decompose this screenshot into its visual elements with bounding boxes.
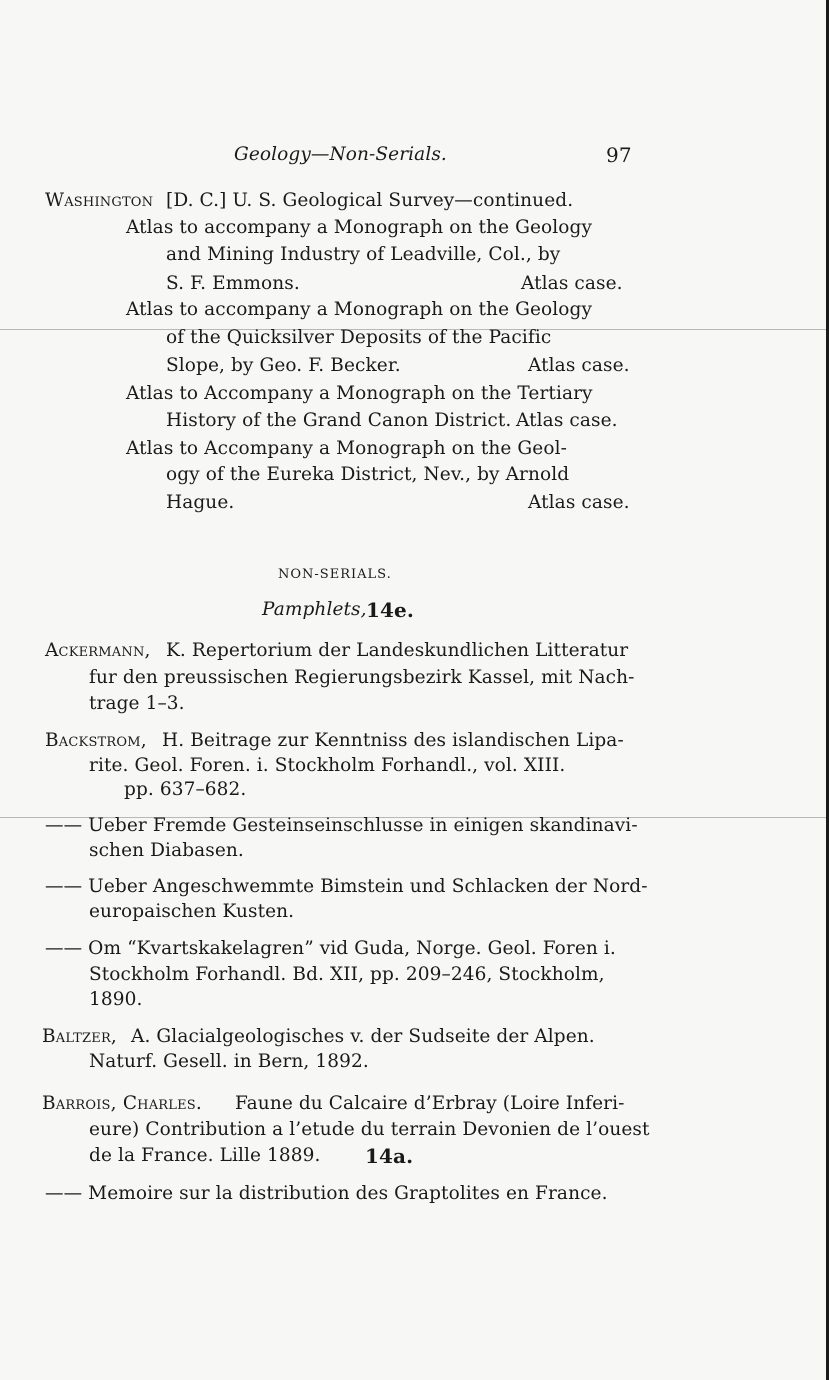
entry-text: A. Glacialgeologisches v. der Sudseite der Alpen. <box>131 1026 595 1047</box>
atlas-location: Atlas case. <box>528 355 630 376</box>
entry-text: rite. Geol. Foren. i. Stockholm Forhandl., vol. XIII. <box>89 755 566 776</box>
entry-text: ogy of the Eureka District, Nev., by Arnold <box>166 464 570 485</box>
entry-text: pp. 637–682. <box>124 779 247 800</box>
entry-text: trage 1–3. <box>89 693 185 714</box>
page-number: 97 <box>606 143 632 167</box>
entry-text: S. F. Emmons. <box>166 273 300 294</box>
entry-text: —— Memoire sur la distribution des Graptolites en France. <box>45 1183 608 1204</box>
shelf-mark: 14e. <box>366 598 414 622</box>
atlas-location: Atlas case. <box>516 410 618 431</box>
running-title: Geology—Non-Serials. <box>234 144 447 165</box>
entry-text: de la France. Lille 1889. <box>89 1145 321 1166</box>
entry-text: 1890. <box>89 989 143 1010</box>
entry-text: Atlas to Accompany a Monograph on the Tertiary <box>126 383 593 404</box>
author-name: Backstrom, <box>45 730 147 751</box>
entry-text: Atlas to Accompany a Monograph on the Geol- <box>126 438 567 459</box>
entry-text: schen Diabasen. <box>89 840 244 861</box>
section-title: NON-SERIALS. <box>278 567 392 582</box>
author-name: Ackermann, <box>45 640 151 661</box>
subheading-label: Pamphlets, <box>262 599 367 620</box>
entry-text: H. Beitrage zur Kenntniss des islandischen Lipa- <box>162 730 624 751</box>
entry-text: of the Quicksilver Deposits of the Pacific <box>166 327 552 348</box>
author-name: Barrois, Charles. <box>42 1093 202 1114</box>
entry-text: eure) Contribution a l’etude du terrain Devonien de l’ouest <box>89 1119 650 1140</box>
author-name: Baltzer, <box>42 1026 118 1047</box>
entry-text: —— Ueber Fremde Gesteinseinschlusse in einigen skandinavi- <box>45 815 638 836</box>
entry-text: Atlas to accompany a Monograph on the Geology <box>126 217 593 238</box>
entry-text: Slope, by Geo. F. Becker. <box>166 355 401 376</box>
entry-text: Hague. <box>166 492 235 513</box>
entry-text: History of the Grand Canon District. <box>166 410 512 431</box>
entry-text: Stockholm Forhandl. Bd. XII, pp. 209–246, Stockholm, <box>89 964 605 985</box>
entry-text: europaischen Kusten. <box>89 901 295 922</box>
entry-text: [D. C.] U. S. Geological Survey—continued. <box>166 190 574 211</box>
entry-text: Naturf. Gesell. in Bern, 1892. <box>89 1051 369 1072</box>
author-name: Washington <box>45 190 154 211</box>
shelf-mark: 14a. <box>365 1144 414 1168</box>
atlas-location: Atlas case. <box>528 492 630 513</box>
entry-text: Faune du Calcaire d’Erbray (Loire Inferi- <box>235 1093 625 1114</box>
entry-text: —— Ueber Angeschwemmte Bimstein und Schlacken der Nord- <box>45 876 648 897</box>
entry-text: and Mining Industry of Leadville, Col., by <box>166 244 561 265</box>
entry-text: Atlas to accompany a Monograph on the Geology <box>126 299 593 320</box>
entry-text: fur den preussischen Regierungsbezirk Kassel, mit Nach- <box>89 667 635 688</box>
atlas-location: Atlas case. <box>521 273 623 294</box>
entry-text: K. Repertorium der Landeskundlichen Litteratur <box>166 640 629 661</box>
entry-text: —— Om “Kvartskakelagren” vid Guda, Norge. Geol. Foren i. <box>45 938 616 959</box>
